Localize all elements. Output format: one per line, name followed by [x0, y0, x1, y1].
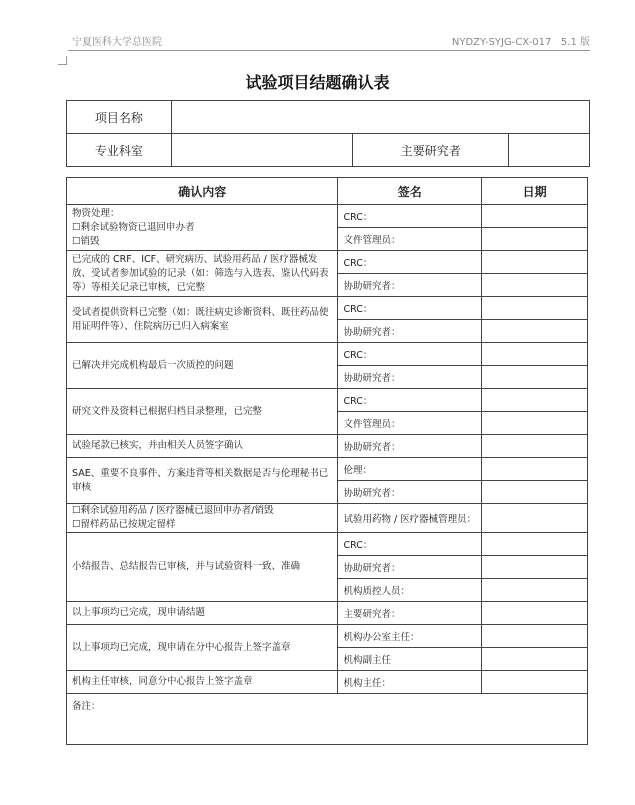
date-cell[interactable] — [482, 412, 588, 435]
version-text: 5.1 版 — [560, 37, 590, 48]
date-cell[interactable] — [482, 579, 588, 602]
date-cell[interactable] — [482, 435, 588, 458]
confirm-content-line: ☐留样药品已按规定留样 — [72, 519, 176, 530]
signature-cell[interactable] — [338, 579, 482, 602]
date-cell[interactable] — [482, 228, 588, 251]
signer-role: 协助研究者： — [343, 281, 401, 292]
signature-cell[interactable] — [338, 228, 482, 251]
confirm-content-cell — [67, 533, 338, 602]
confirm-content-line: SAE、重要不良事件、方案违背等相关数据是否与伦理秘书已审核 — [72, 467, 329, 493]
header-signature: 签名 — [338, 178, 482, 205]
signature-cell[interactable] — [338, 205, 482, 228]
table-row — [67, 671, 588, 694]
confirm-content-line: 试验尾款已核实，并由相关人员签字确认 — [72, 440, 244, 451]
pi-field[interactable] — [509, 134, 590, 167]
signer-role: 主要研究者： — [343, 609, 401, 620]
signature-cell[interactable] — [338, 343, 482, 366]
date-cell[interactable] — [482, 625, 588, 648]
table-row — [67, 533, 588, 556]
table-row — [67, 504, 588, 533]
signature-cell[interactable] — [338, 251, 482, 274]
signer-role: CRC： — [343, 540, 373, 551]
confirm-content-line: 受试者提供资料已完整（如：既往病史诊断资料、既往药品使用证明件等）、住院病历已归入病案室 — [72, 306, 329, 332]
signature-cell[interactable] — [338, 435, 482, 458]
table-row — [67, 389, 588, 412]
confirm-content-cell — [67, 251, 338, 297]
document-title[interactable]: 试验项目结题确认表 — [245, 73, 390, 92]
confirm-content-cell — [67, 389, 338, 435]
confirm-content-cell — [67, 297, 338, 343]
table-row — [67, 435, 588, 458]
confirm-content-cell — [67, 435, 338, 458]
signer-role: CRC： — [343, 258, 373, 269]
table-row — [67, 458, 588, 481]
date-cell[interactable] — [482, 320, 588, 343]
signature-cell[interactable] — [338, 297, 482, 320]
table-row — [67, 251, 588, 274]
hospital-name: 宁夏医科大学总医院 — [72, 37, 162, 48]
date-cell[interactable] — [482, 671, 588, 694]
remarks-cell[interactable] — [67, 694, 588, 745]
table-row — [67, 625, 588, 648]
signature-cell[interactable] — [338, 533, 482, 556]
signer-role: 伦理： — [343, 465, 372, 476]
signature-cell[interactable] — [338, 648, 482, 671]
signer-role: 机构质控人员： — [343, 586, 410, 597]
table-row — [67, 343, 588, 366]
signer-role: 协助研究者： — [343, 373, 401, 384]
document-code — [452, 33, 590, 48]
signer-role: CRC： — [343, 212, 373, 223]
table-row — [67, 297, 588, 320]
header-date: 日期 — [482, 178, 588, 205]
signature-cell[interactable] — [338, 412, 482, 435]
date-cell[interactable] — [482, 297, 588, 320]
date-cell[interactable] — [482, 366, 588, 389]
confirm-content-line: ☐剩余试验用药品 / 医疗器械已退回申办者/销毁 — [72, 505, 274, 516]
confirm-content-cell — [67, 205, 338, 251]
project-name-field[interactable] — [171, 101, 589, 134]
doc-code-text: NYDZY-SYJG-CX-017 — [451, 37, 552, 48]
page-corner-mark — [58, 56, 67, 65]
signature-cell[interactable] — [338, 366, 482, 389]
pi-label: 主要研究者 — [353, 134, 509, 167]
signer-role: 机构主任： — [343, 678, 391, 689]
confirm-content-line: 以上事项均已完成，现申请结题 — [72, 607, 206, 618]
confirm-content-line: 机构主任审核，同意分中心报告上签字盖章 — [72, 676, 253, 687]
confirm-content-line: 物资处理： — [72, 207, 120, 219]
header-divider — [68, 50, 590, 51]
header-content: 确认内容 — [67, 178, 338, 205]
signature-cell[interactable] — [338, 389, 482, 412]
signature-cell[interactable] — [338, 320, 482, 343]
table-row — [67, 205, 588, 228]
signer-role: 机构副主任 — [343, 655, 391, 666]
signer-role: 协助研究者： — [343, 563, 401, 574]
date-cell[interactable] — [482, 343, 588, 366]
date-cell[interactable] — [482, 533, 588, 556]
confirm-content-line: ☐剩余试验物资已退回申办者 — [72, 221, 195, 233]
signature-cell[interactable] — [338, 625, 482, 648]
signer-role: 机构办公室主任： — [343, 632, 420, 643]
project-info-table — [66, 100, 590, 167]
date-cell[interactable] — [482, 274, 588, 297]
confirm-content-line: 已解决并完成机构最后一次质控的问题 — [72, 359, 234, 371]
date-cell[interactable] — [482, 205, 588, 228]
signer-role: 文件管理员： — [343, 235, 401, 246]
confirm-content-line: 已完成的 CRF、ICF、研究病历、试验用药品 / 医疗器械发放、受试者参加试验的记录（如：筛选与入选表、鉴认代码表等）等相关记录已审核，已完整 — [72, 253, 329, 293]
department-field[interactable] — [171, 134, 353, 167]
confirm-content-cell — [67, 458, 338, 504]
confirm-content-line: ☐销毁 — [72, 235, 100, 247]
confirm-content-cell — [67, 602, 338, 625]
date-cell[interactable] — [482, 648, 588, 671]
confirmation-table — [66, 177, 588, 745]
signer-role: 文件管理员： — [343, 419, 401, 430]
signature-cell[interactable] — [338, 602, 482, 625]
confirm-content-line: 小结报告、总结报告已审核，并与试验资料一致、准确 — [72, 561, 301, 572]
remarks-label: 备注： — [72, 701, 101, 712]
confirm-content-line: 研究文件及资料已根据归档目录整理，已完整 — [72, 405, 263, 417]
confirm-content-cell — [67, 671, 338, 694]
signature-cell[interactable] — [338, 556, 482, 579]
signer-role: 协助研究者： — [343, 488, 401, 499]
confirm-content-cell — [67, 625, 338, 671]
project-name-label: 项目名称 — [67, 101, 172, 134]
signature-cell[interactable] — [338, 504, 482, 533]
date-cell[interactable] — [482, 389, 588, 412]
signature-cell[interactable] — [338, 671, 482, 694]
date-cell[interactable] — [482, 556, 588, 579]
signer-role: 试验用药物 / 医疗器械管理员： — [343, 514, 477, 525]
date-cell[interactable] — [482, 504, 588, 533]
confirm-content-cell — [67, 504, 338, 533]
date-cell[interactable] — [482, 481, 588, 504]
table-row — [67, 602, 588, 625]
signature-cell[interactable] — [338, 481, 482, 504]
date-cell[interactable] — [482, 251, 588, 274]
signature-cell[interactable] — [338, 458, 482, 481]
date-cell[interactable] — [482, 602, 588, 625]
confirm-content-cell — [67, 343, 338, 389]
date-cell[interactable] — [482, 458, 588, 481]
department-label: 专业科室 — [67, 134, 172, 167]
signer-role: CRC： — [343, 304, 373, 315]
signer-role: 协助研究者： — [343, 327, 401, 338]
confirm-content-line: 以上事项均已完成，现申请在分中心报告上签字盖章 — [72, 641, 291, 653]
signer-role: CRC： — [343, 396, 373, 407]
signature-cell[interactable] — [338, 274, 482, 297]
signer-role: 协助研究者： — [343, 442, 401, 453]
signer-role: CRC： — [343, 350, 373, 361]
